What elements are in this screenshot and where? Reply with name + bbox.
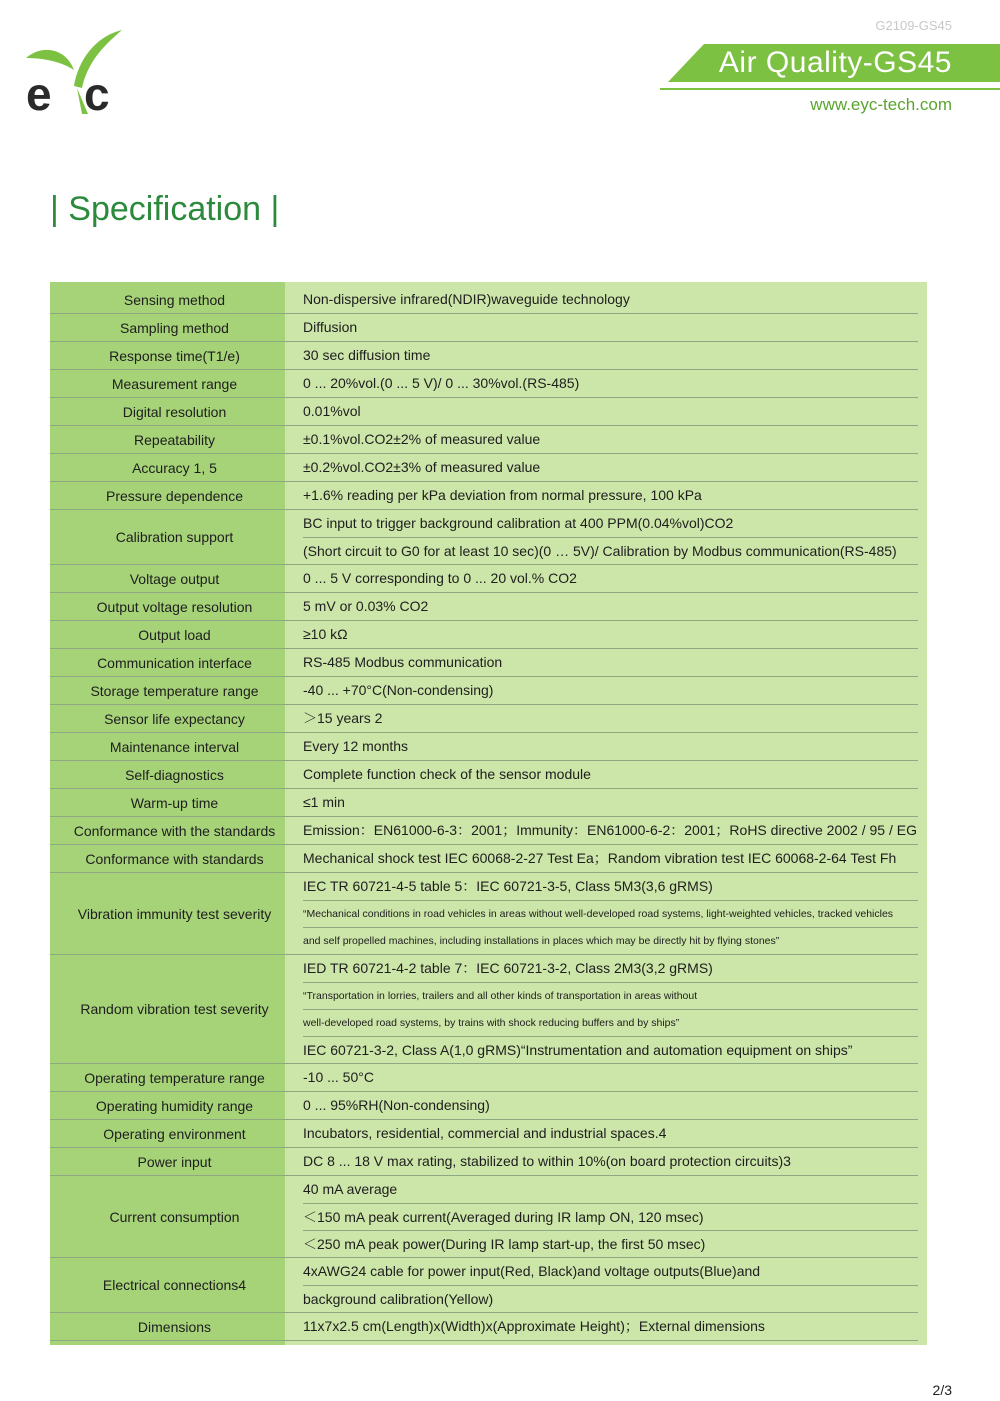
spec-value: IEC 60721-3-2, Class A(1,0 gRMS)“Instrumentation and automation equipment on ships” xyxy=(303,1036,918,1063)
spec-row xyxy=(50,370,918,398)
spec-value: ≤1 min xyxy=(303,794,345,810)
spec-row xyxy=(50,1064,918,1092)
spec-value: ±0.1%vol.CO2±2% of measured value xyxy=(303,431,541,447)
spec-row xyxy=(50,789,918,817)
spec-label: Dimensions xyxy=(137,1318,212,1335)
spec-label: Sensing method xyxy=(123,291,226,308)
spec-value: 0.01%vol xyxy=(303,403,361,419)
spec-values xyxy=(300,649,918,676)
spec-value: IED TR 60721-4-2 table 7：IEC 60721-3-2, Class 2M3(3,2 gRMS) xyxy=(303,960,713,976)
spec-label: Accuracy 1, 5 xyxy=(132,459,217,476)
spec-values xyxy=(300,1064,918,1091)
spec-values xyxy=(300,1092,918,1119)
spec-value: -10 ... 50°C xyxy=(303,1069,374,1085)
spec-label: Self-diagnostics xyxy=(125,766,224,783)
spec-value: Diffusion xyxy=(303,319,358,335)
spec-label: Communication interface xyxy=(97,654,252,671)
spec-values xyxy=(300,733,918,760)
spec-values xyxy=(300,342,918,369)
spec-label: Operating humidity range xyxy=(95,1097,254,1114)
spec-value: 5 mV or 0.03% CO2 xyxy=(303,598,429,614)
spec-values xyxy=(300,370,918,397)
spec-values xyxy=(300,621,918,648)
spec-row xyxy=(50,873,918,955)
spec-values xyxy=(300,1176,918,1257)
spec-row xyxy=(50,1258,918,1313)
spec-row xyxy=(50,314,918,342)
spec-label: Conformance with standards xyxy=(85,850,264,867)
spec-value: -40 ... +70°C(Non-condensing) xyxy=(303,682,494,698)
spec-values xyxy=(300,286,918,313)
spec-row xyxy=(50,1148,918,1176)
document-code: G2109-GS45 xyxy=(875,18,952,33)
spec-value: Complete function check of the sensor module xyxy=(303,766,591,782)
spec-label: Warm-up time xyxy=(130,794,219,811)
spec-value: Mechanical shock test IEC 60068-2-27 Test Ea；Random vibration test IEC 60068-2-64 Test Fh xyxy=(303,850,897,866)
spec-value: ＜250 mA peak power(During IR lamp start-up, the first 50 msec) xyxy=(303,1230,918,1257)
spec-label: Operating environment xyxy=(103,1125,246,1142)
spec-value: 0 ... 20%vol.(0 ... 5 V)/ 0 ... 30%vol.(RS-485) xyxy=(303,375,580,391)
svg-text:c: c xyxy=(84,68,110,118)
spec-value: Every 12 months xyxy=(303,738,409,754)
spec-row xyxy=(50,426,918,454)
section-title: | Specification | xyxy=(50,190,280,228)
spec-values xyxy=(300,873,918,954)
spec-value: DC 8 ... 18 V max rating, stabilized to within 10%(on board protection circuits)3 xyxy=(303,1153,791,1169)
spec-value: BC input to trigger background calibration at 400 PPM(0.04%vol)CO2 xyxy=(303,515,734,531)
spec-values xyxy=(300,761,918,788)
spec-label: Calibration support xyxy=(115,529,234,545)
spec-value: ≥10 kΩ xyxy=(303,626,348,642)
spec-row xyxy=(50,677,918,705)
spec-label: Vibration immunity test severity xyxy=(77,905,272,922)
spec-values xyxy=(300,482,918,509)
spec-value: well-developed road systems, by trains with shock reducing buffers and by ships” xyxy=(303,1009,918,1036)
spec-value: 0 ... 5 V corresponding to 0 ... 20 vol.% CO2 xyxy=(303,570,577,586)
spec-value: Incubators, residential, commercial and industrial spaces.4 xyxy=(303,1125,667,1141)
spec-row xyxy=(50,817,918,845)
spec-row xyxy=(50,761,918,789)
spec-value: RS-485 Modbus communication xyxy=(303,654,503,670)
spec-table xyxy=(50,282,927,1345)
spec-value: IEC TR 60721-4-5 table 5：IEC 60721-3-5, Class 5M3(3,6 gRMS) xyxy=(303,878,713,894)
spec-values xyxy=(300,398,918,425)
spec-values xyxy=(300,1313,918,1340)
spec-label: Storage temperature range xyxy=(90,682,259,699)
spec-values xyxy=(300,510,918,564)
spec-row xyxy=(50,342,918,370)
spec-value: background calibration(Yellow) xyxy=(303,1285,918,1312)
spec-values xyxy=(300,593,918,620)
spec-row xyxy=(50,621,918,649)
page-number: 2/3 xyxy=(932,1382,952,1398)
spec-row xyxy=(50,454,918,482)
spec-label: Voltage output xyxy=(129,570,220,587)
product-title: Air Quality-GS45 xyxy=(718,46,952,79)
spec-label: Random vibration test severity xyxy=(80,1001,269,1017)
svg-text:e: e xyxy=(26,68,52,118)
spec-label: Power input xyxy=(137,1153,212,1170)
spec-rows xyxy=(50,286,927,1341)
spec-label: Output voltage resolution xyxy=(96,598,253,615)
spec-row xyxy=(50,955,918,1064)
title-rule xyxy=(660,88,1000,90)
spec-label: Operating temperature range xyxy=(84,1069,265,1086)
spec-row xyxy=(50,510,918,565)
eyc-logo xyxy=(22,26,132,118)
spec-values xyxy=(300,817,918,844)
spec-value: and self propelled machines, including installations in places which may be directly hit by flying stones” xyxy=(303,927,918,954)
website-link[interactable]: www.eyc-tech.com xyxy=(810,95,952,114)
spec-value: +1.6% reading per kPa deviation from normal pressure, 100 kPa xyxy=(303,487,702,503)
spec-label: Conformance with the standards xyxy=(73,822,276,839)
spec-values xyxy=(300,1120,918,1147)
spec-values xyxy=(300,789,918,816)
spec-value: ±0.2%vol.CO2±3% of measured value xyxy=(303,459,541,475)
spec-label: Pressure dependence xyxy=(106,487,243,504)
spec-values xyxy=(300,677,918,704)
spec-row xyxy=(50,482,918,510)
spec-values xyxy=(300,1148,918,1175)
spec-value: (Short circuit to G0 for at least 10 sec)(0 … 5V)/ Calibration by Modbus communication(RS-485) xyxy=(303,537,918,564)
spec-label: Digital resolution xyxy=(122,403,227,420)
spec-label: Current consumption xyxy=(109,1208,240,1225)
spec-value: “Mechanical conditions in road vehicles in areas without well-developed road systems, light-weighted vehicles, tracked vehicles xyxy=(303,900,918,927)
spec-value: 0 ... 95%RH(Non-condensing) xyxy=(303,1097,490,1113)
spec-values xyxy=(300,314,918,341)
spec-value: 30 sec diffusion time xyxy=(303,347,431,363)
spec-label: Response time(T1/e) xyxy=(109,347,240,364)
spec-row xyxy=(50,705,918,733)
spec-label: Measurement range xyxy=(111,375,238,392)
spec-value: “Transportation in lorries, trailers and all other kinds of transportation in areas without xyxy=(303,982,918,1009)
spec-values xyxy=(300,845,918,872)
spec-values xyxy=(300,454,918,481)
spec-row xyxy=(50,733,918,761)
spec-row xyxy=(50,286,918,314)
spec-value: 40 mA average xyxy=(303,1181,398,1197)
spec-row xyxy=(50,1092,918,1120)
spec-value: ＞15 years 2 xyxy=(303,710,383,726)
spec-label: Sampling method xyxy=(120,319,229,336)
spec-values xyxy=(300,955,918,1063)
spec-row xyxy=(50,1313,918,1341)
spec-values xyxy=(300,705,918,732)
spec-label: Electrical connections4 xyxy=(102,1277,247,1293)
spec-values xyxy=(300,565,918,592)
spec-values xyxy=(300,426,918,453)
spec-label: Output load xyxy=(138,626,211,643)
spec-row xyxy=(50,845,918,873)
spec-row xyxy=(50,398,918,426)
spec-label: Sensor life expectancy xyxy=(104,710,245,727)
spec-value: 4xAWG24 cable for power input(Red, Black)and voltage outputs(Blue)and xyxy=(303,1263,761,1279)
spec-row xyxy=(50,565,918,593)
spec-value: Emission：EN61000-6-3：2001；Immunity：EN61000-6-2：2001；RoHS directive 2002 / 95 / EG xyxy=(303,822,917,838)
spec-value: ＜150 mA peak current(Averaged during IR lamp ON, 120 msec) xyxy=(303,1203,918,1230)
spec-row xyxy=(50,593,918,621)
spec-value: 11x7x2.5 cm(Length)x(Width)x(Approximate Height)；External dimensions xyxy=(303,1318,765,1334)
spec-values xyxy=(300,1258,918,1312)
spec-label: Repeatability xyxy=(134,431,215,448)
spec-label: Maintenance interval xyxy=(109,738,240,755)
spec-row xyxy=(50,649,918,677)
spec-row xyxy=(50,1176,918,1258)
spec-row xyxy=(50,1120,918,1148)
spec-value: Non-dispersive infrared(NDIR)waveguide technology xyxy=(303,291,630,307)
